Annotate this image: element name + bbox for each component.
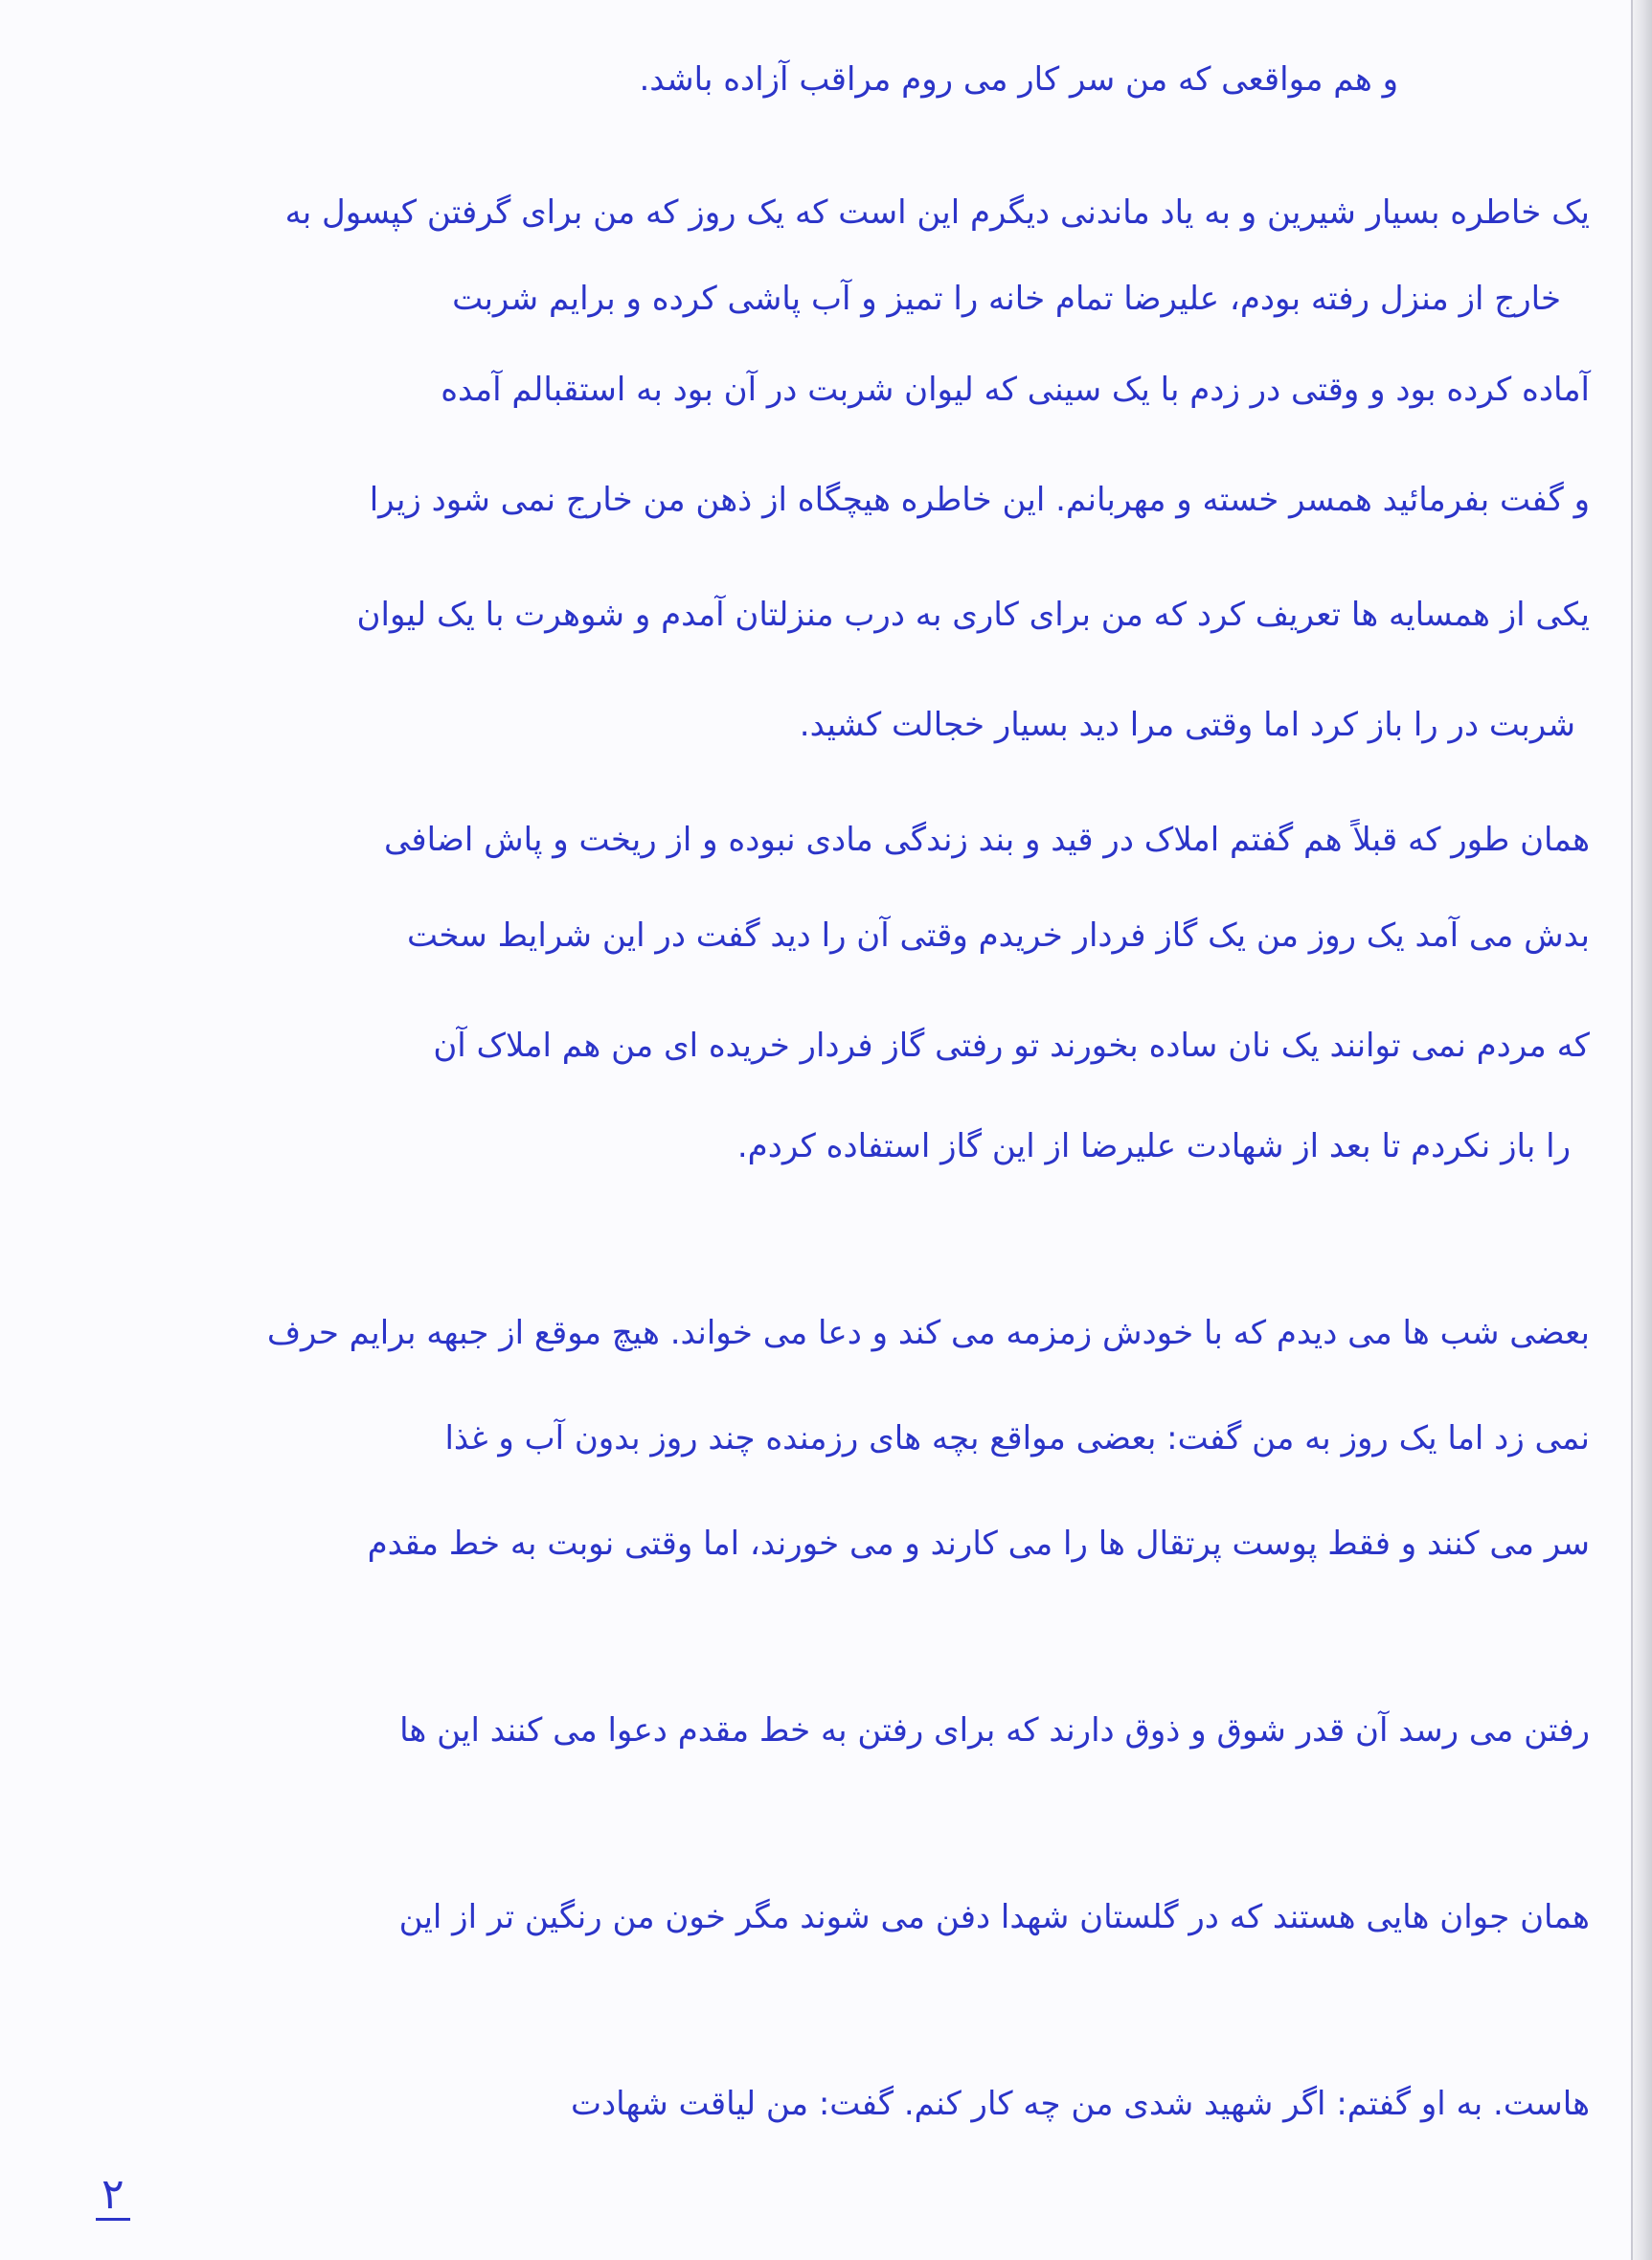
text-line: یکی از همسایه ها تعریف کرد که من برای کاری به درب منزلتان آمدم و شوهرت با یک لیوان: [356, 596, 1590, 634]
text-line: که مردم نمی توانند یک نان ساده بخورند تو رفتی گاز فردار خریده ای من هم املاک آن: [433, 1027, 1590, 1065]
text-line: آماده کرده بود و وقتی در زدم با یک سینی که لیوان شربت در آن بود به استقبالم آمده: [441, 371, 1590, 409]
text-line: همان طور که قبلاً هم گفتم املاک در قید و بند زندگی مادی نبوده و از ریخت و پاش اضافی: [384, 821, 1590, 859]
text-line: رفتن می رسد آن قدر شوق و ذوق دارند که برای رفتن به خط مقدم دعوا می کنند این ها: [399, 1711, 1590, 1750]
page-number: ۲: [96, 2174, 130, 2221]
text-line: و هم مواقعی که من سر کار می روم مراقب آزاده باشد.: [639, 60, 1398, 99]
text-line: شربت در را باز کرد اما وقتی مرا دید بسیار خجالت کشید.: [799, 706, 1575, 744]
text-line: هاست. به او گفتم: اگر شهید شدی من چه کار کنم. گفت: من لیاقت شهادت: [571, 2085, 1590, 2123]
text-line: بعضی شب ها می دیدم که با خودش زمزمه می کند و دعا می خواند. هیچ موقع از جبهه برایم حرف: [266, 1314, 1590, 1352]
text-line: نمی زد اما یک روز به من گفت: بعضی مواقع بچه های رزمنده چند روز بدون آب و غذا: [444, 1419, 1590, 1458]
text-line: سر می کنند و فقط پوست پرتقال ها را می کارند و می خورند، اما وقتی نوبت به خط مقدم: [367, 1525, 1590, 1563]
text-line: خارج از منزل رفته بودم، علیرضا تمام خانه را تمیز و آب پاشی کرده و برایم شربت: [452, 280, 1561, 318]
text-line: همان جوان هایی هستند که در گلستان شهدا دفن می شوند مگر خون من رنگین تر از این: [398, 1898, 1590, 1936]
text-line: یک خاطره بسیار شیرین و به یاد ماندنی دیگرم این است که یک روز که من برای گرفتن کپسول به: [284, 193, 1590, 232]
text-line: بدش می آمد یک روز من یک گاز فردار خریدم وقتی آن را دید گفت در این شرایط سخت: [406, 916, 1590, 955]
page-edge-shadow: [1631, 0, 1652, 2260]
text-line: را باز نکردم تا بعد از شهادت علیرضا از این گاز استفاده کردم.: [736, 1127, 1571, 1165]
text-line: و گفت بفرمائید همسر خسته و مهربانم. این خاطره هیچگاه از ذهن من خارج نمی شود زیرا: [369, 481, 1590, 519]
